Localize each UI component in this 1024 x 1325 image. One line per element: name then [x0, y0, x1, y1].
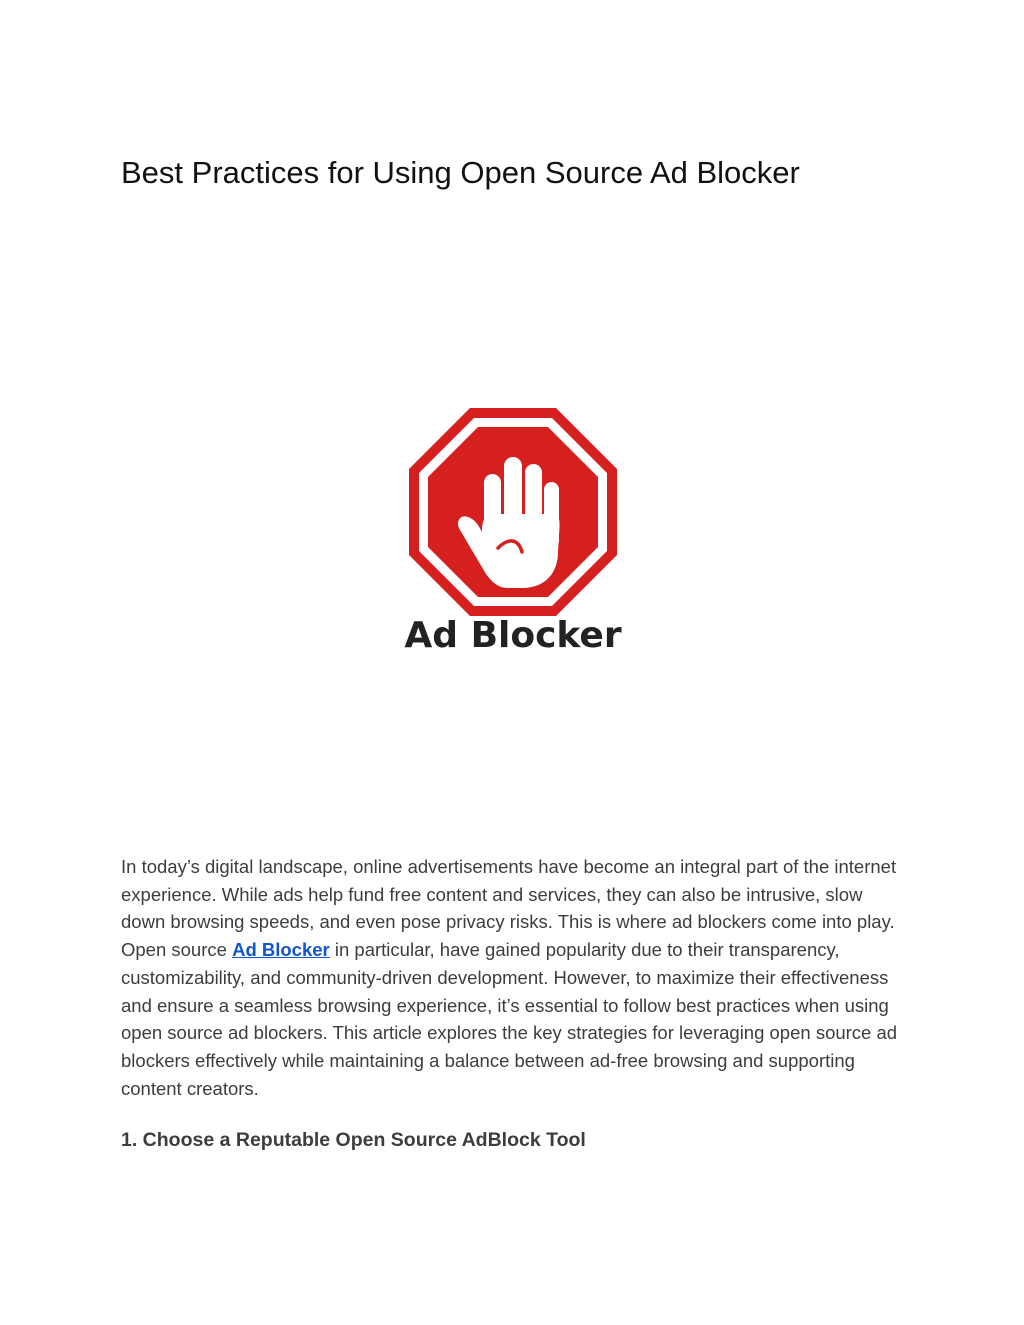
ad-blocker-logo [398, 402, 628, 664]
intro-paragraph [121, 853, 901, 1102]
logo-caption: Ad Blocker [404, 615, 622, 656]
page-title: Best Practices for Using Open Source Ad Blocker [121, 155, 800, 190]
intro-text-before-link: In today’s digital landscape, online advertisements have become an integral part of the internet experience. While ads help fund free content and services, they can also be intrusive, slow down browsing speeds, and even pose privacy risks. This is where ad blockers come into play. Open source [121, 856, 897, 961]
ad-blocker-link[interactable]: Ad Blocker [232, 939, 330, 961]
section-heading: 1. Choose a Reputable Open Source AdBlock Tool [121, 1129, 586, 1151]
intro-text-after-link: in particular, have gained popularity due to their transparency, customizability, and community-driven development. However, to maximize their effectiveness and ensure a seamless browsing experience, it’s essential to follow best practices when using open source ad blockers. This article explores the key strategies for leveraging open source ad blockers effectively while maintaining a balance between ad-free browsing and supporting content creators. [121, 939, 898, 1099]
stop-hand-icon [409, 408, 617, 616]
